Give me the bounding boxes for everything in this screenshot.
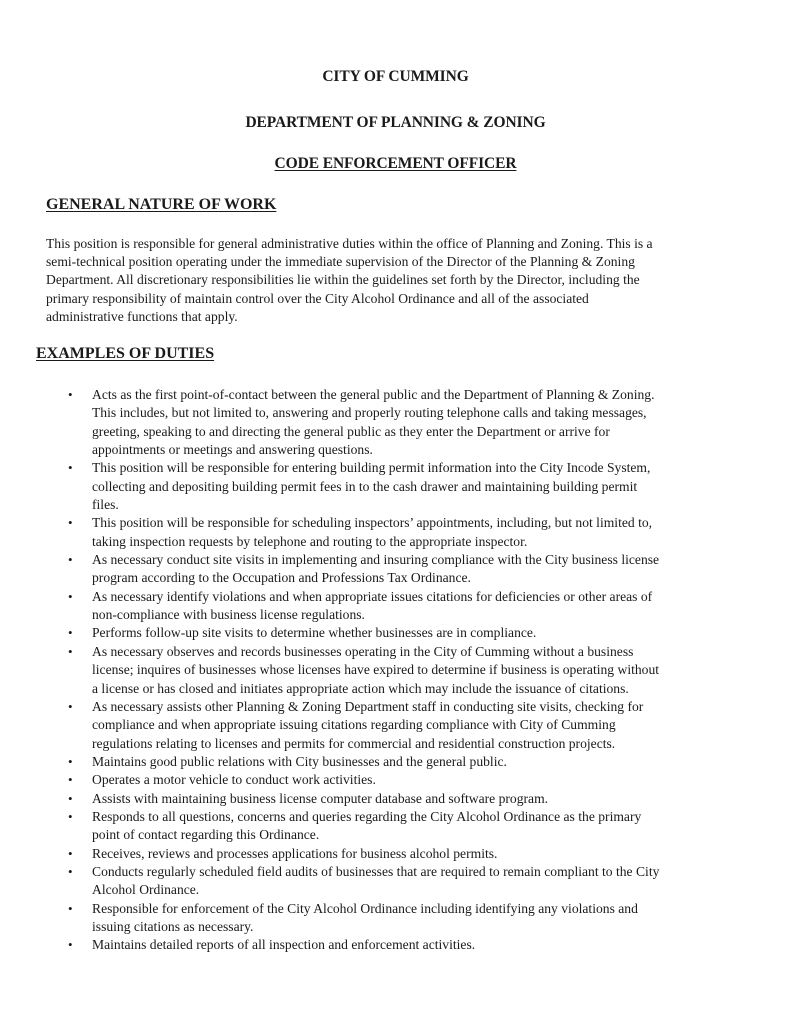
position-title-heading: CODE ENFORCEMENT OFFICER: [274, 155, 517, 172]
bullet-icon: •: [68, 588, 73, 604]
duty-line: files.: [92, 497, 119, 513]
duty-line: As necessary conduct site visits in implementing and insuring compliance with the City business license: [92, 552, 660, 568]
bullet-icon: •: [68, 790, 73, 806]
general-nature-heading: GENERAL NATURE OF WORK: [46, 196, 277, 213]
duty-line: greeting, speaking to and directing the general public as they enter the Department or arrive for: [92, 423, 610, 439]
duty-line: Acts as the first point-of-contact between the general public and the Department of Planning & Zoning.: [92, 387, 655, 402]
duty-line: As necessary identify violations and when appropriate issues citations for deficiencies or other areas of: [92, 588, 653, 604]
bullet-icon: •: [68, 552, 73, 568]
bullet-icon: •: [68, 772, 73, 788]
duty-line: regulations relating to licenses and permits for commercial and residential construction projects.: [92, 735, 616, 751]
paragraph-line: primary responsibility of maintain control over the City Alcohol Ordinance and all of the associated: [46, 290, 589, 306]
bullet-icon: •: [68, 863, 73, 879]
duty-line: This position will be responsible for scheduling inspectors’ appointments, including, but not limited to,: [92, 515, 653, 531]
bullet-icon: •: [68, 808, 73, 824]
duty-line: As necessary assists other Planning & Zoning Department staff in conducting site visits, checking for: [92, 698, 644, 714]
duty-line: Responsible for enforcement of the City Alcohol Ordinance including identifying any violations and: [92, 900, 638, 916]
general-nature-paragraph: [46, 235, 766, 326]
duty-item: [0, 643, 791, 698]
duty-item: [0, 514, 791, 551]
bullet-icon: •: [68, 387, 73, 402]
duty-line: As necessary observes and records businesses operating in the City of Cumming without a business: [92, 643, 634, 659]
duty-line: point of contact regarding this Ordinance.: [92, 827, 320, 843]
duty-line: Assists with maintaining business license computer database and software program.: [92, 790, 549, 806]
duty-line: Conducts regularly scheduled field audits of businesses that are required to remain compliant to the City: [92, 863, 660, 879]
duty-line: appointments or meetings and answering questions.: [92, 442, 373, 458]
duty-line: Responds to all questions, concerns and queries regarding the City Alcohol Ordinance as the primary: [92, 808, 642, 824]
bullet-icon: •: [68, 845, 73, 861]
duty-item: [0, 863, 791, 900]
bullet-icon: •: [68, 900, 73, 916]
duties-list: [0, 386, 791, 955]
duty-line: Alcohol Ordinance.: [92, 882, 200, 898]
duty-line: a license or has closed and initiates appropriate action which may include the issuance of citations.: [92, 680, 629, 696]
duty-line: collecting and depositing building permit fees in to the cash drawer and maintaining building permit: [92, 478, 638, 494]
duty-line: This includes, but not limited to, answering and properly routing telephone calls and taking messages,: [92, 405, 647, 421]
duty-item: [0, 551, 791, 588]
bullet-icon: •: [68, 515, 73, 531]
duty-line: This position will be responsible for entering building permit information into the City Incode System,: [92, 460, 651, 476]
duty-item: [0, 845, 791, 863]
duty-line: Operates a motor vehicle to conduct work activities.: [92, 772, 376, 788]
department-heading: DEPARTMENT OF PLANNING & ZONING: [245, 114, 546, 131]
paragraph-line: semi-technical position operating under the immediate supervision of the Director of the Planning & Zoning: [46, 254, 635, 270]
examples-of-duties-heading: EXAMPLES OF DUTIES: [36, 345, 215, 362]
duty-item: [0, 753, 791, 771]
paragraph-line: This position is responsible for general administrative duties within the office of Planning and Zoning. This is a: [46, 236, 653, 251]
bullet-icon: •: [68, 937, 73, 953]
duty-line: program according to the Occupation and Professions Tax Ordinance.: [92, 570, 471, 586]
duty-line: Receives, reviews and processes applications for business alcohol permits.: [92, 845, 498, 861]
bullet-icon: •: [68, 643, 73, 659]
city-name-heading: CITY OF CUMMING: [322, 68, 469, 85]
duty-line: Maintains detailed reports of all inspection and enforcement activities.: [92, 937, 476, 953]
paragraph-line: administrative functions that apply.: [46, 308, 238, 324]
duty-item: [0, 386, 791, 459]
duty-item: [0, 790, 791, 808]
duty-item: [0, 624, 791, 642]
duty-line: taking inspection requests by telephone and routing to the appropriate inspector.: [92, 533, 528, 549]
duty-line: compliance and when appropriate issuing citations regarding compliance with City of Cumming: [92, 717, 616, 733]
duty-item: [0, 808, 791, 845]
duty-item: [0, 698, 791, 753]
duty-line: non-compliance with business license regulations.: [92, 607, 365, 623]
duty-line: issuing citations as necessary.: [92, 918, 254, 934]
bullet-icon: •: [68, 753, 73, 769]
duty-line: Maintains good public relations with City businesses and the general public.: [92, 753, 507, 769]
duty-item: [0, 459, 791, 514]
duty-item: [0, 771, 791, 789]
duty-line: Performs follow-up site visits to determine whether businesses are in compliance.: [92, 625, 537, 641]
duty-item: [0, 900, 791, 937]
bullet-icon: •: [68, 625, 73, 641]
bullet-icon: •: [68, 460, 73, 476]
duty-line: license; inquires of businesses whose licenses have expired to determine if business is operating without: [92, 662, 660, 678]
duty-item: [0, 936, 791, 954]
paragraph-line: Department. All discretionary responsibilities lie within the guidelines set forth by the Director, including the: [46, 272, 640, 288]
bullet-icon: •: [68, 698, 73, 714]
duty-item: [0, 588, 791, 625]
position-title-wrapper: [0, 155, 791, 173]
